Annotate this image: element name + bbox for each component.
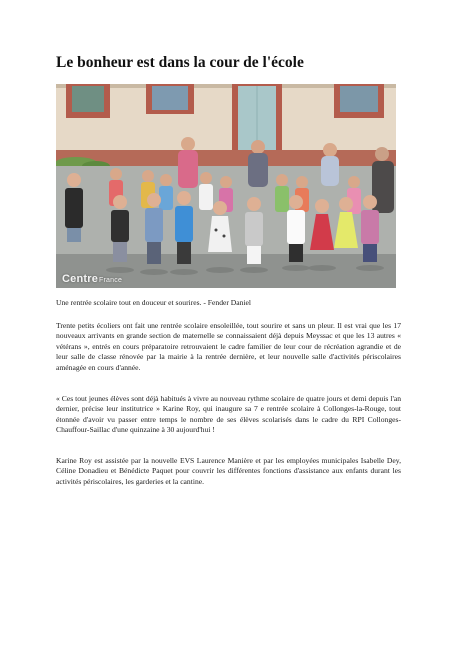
- photo-credit-watermark: [62, 273, 122, 285]
- article-title: Le bonheur est dans la cour de l'école: [56, 54, 304, 71]
- photo-caption: Une rentrée scolaire tout en douceur et sourires. - Fender Daniel: [56, 298, 252, 307]
- article-paragraph: Karine Roy est assistée par la nouvelle EVS Laurence Manière et par les employées municipales Isabelle Dey, Céline Donadieu et Bénédicte Paquet pour couvrir les différentes fonctions d'assistance aux enfants durant les activités périscolaires, les garderies et la cantine.: [56, 456, 401, 486]
- photo-credit-sub: France: [99, 277, 123, 284]
- school-class-photo: [56, 84, 396, 288]
- article-photo: [56, 84, 396, 288]
- article-paragraph: « Ces tout jeunes élèves sont déjà habitués à vivre au nouveau rythme scolaire de quatre jours et demi depuis l'an dernier, précise leur institutrice » Karine Roy, qui inaugure sa 7 e rentrée scolaire à Collonges-la-Rouge, tout étonnée d'avoir vu passer entre temps le nombre de ses élèves scolarisés dans le cadre du RPI Collonges-Chauffour-Saillac d'une quinzaine à 30 aujourd'hui !: [56, 394, 401, 435]
- article-paragraph: Trente petits écoliers ont fait une rentrée scolaire ensoleillée, tout sourire et sans un pleur. Il est vrai que les 17 nouveaux arrivants en grande section de maternelle se connaissaient déjà depuis Meyssac et que les 13 autres « vétérans », entrés en cours préparatoire retrouvaient le cadre familier de leur cour de récréation agrandie et de leur salle de classe rénovée par la mairie à la rentrée dernière, et leur nouvelle salle d'activités périscolaires aménagée en cours d'année.: [56, 321, 401, 372]
- photo-credit-text: Centre: [62, 273, 99, 285]
